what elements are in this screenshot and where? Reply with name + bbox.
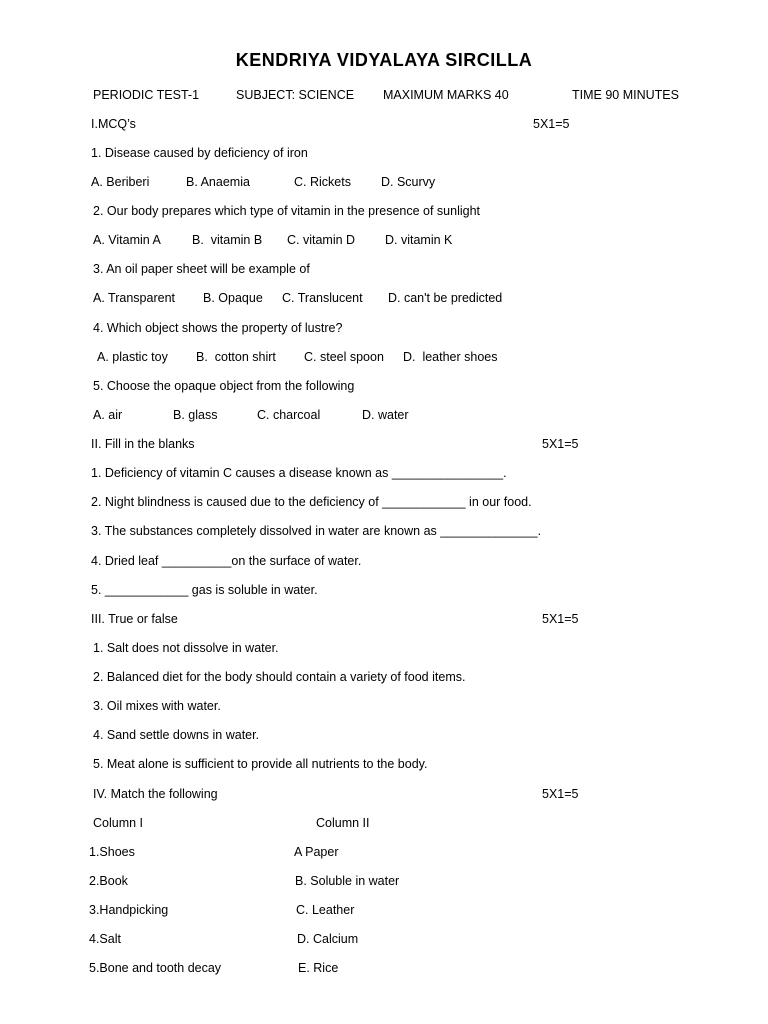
match-right-4: D. Calcium — [297, 932, 359, 946]
section-4-title: IV. Match the following — [93, 787, 218, 801]
mcq-2-option-b: B. vitamin B — [192, 233, 263, 247]
mcq-3-option-a: A. Transparent — [93, 291, 175, 305]
fill-blank-3: 3. The substances completely dissolved in water are known as ______________. — [91, 524, 542, 538]
section-3-marks: 5X1=5 — [542, 612, 579, 626]
mcq-5-option-c: C. charcoal — [257, 408, 321, 422]
mcq-3-option-b: B. Opaque — [203, 291, 263, 305]
match-left-5: 5.Bone and tooth decay — [89, 961, 222, 975]
match-left-3: 3.Handpicking — [89, 903, 169, 917]
mcq-5-option-a: A. air — [93, 408, 123, 422]
fill-blank-2: 2. Night blindness is caused due to the deficiency of ____________ in our food. — [91, 495, 532, 509]
mcq-4-option-b: B. cotton shirt — [196, 350, 276, 364]
mcq-2-option-d: D. vitamin K — [385, 233, 453, 247]
mcq-4-option-c: C. steel spoon — [304, 350, 384, 364]
mcq-5-question: 5. Choose the opaque object from the following — [93, 379, 355, 393]
school-name: KENDRIYA VIDYALAYA SIRCILLA — [235, 50, 533, 70]
true-false-4: 4. Sand settle downs in water. — [93, 728, 260, 742]
mcq-1-option-c: C. Rickets — [294, 175, 351, 189]
fill-blank-1: 1. Deficiency of vitamin C causes a disease known as ________________. — [91, 466, 507, 480]
section-2-title: II. Fill in the blanks — [91, 437, 195, 451]
match-left-2: 2.Book — [89, 874, 128, 888]
mcq-5-option-b: B. glass — [173, 408, 218, 422]
section-3-title: III. True or false — [91, 612, 178, 626]
mcq-2-option-a: A. Vitamin A — [93, 233, 161, 247]
true-false-5: 5. Meat alone is sufficient to provide all nutrients to the body. — [93, 757, 428, 771]
match-right-5: E. Rice — [298, 961, 339, 975]
subject: SUBJECT: SCIENCE — [236, 88, 355, 102]
fill-blank-5: 5. ____________ gas is soluble in water. — [91, 583, 318, 597]
match-left-4: 4.Salt — [89, 932, 121, 946]
mcq-3-option-c: C. Translucent — [282, 291, 363, 305]
mcq-1-question: 1. Disease caused by deficiency of iron — [91, 146, 308, 160]
max-marks: MAXIMUM MARKS 40 — [383, 88, 509, 102]
mcq-1-option-b: B. Anaemia — [186, 175, 250, 189]
match-right-3: C. Leather — [296, 903, 355, 917]
match-right-1: A Paper — [294, 845, 339, 859]
mcq-4-option-d: D. leather shoes — [403, 350, 498, 364]
match-left-1: 1.Shoes — [89, 845, 135, 859]
mcq-1-option-a: A. Beriberi — [91, 175, 150, 189]
mcq-2-option-c: C. vitamin D — [287, 233, 356, 247]
mcq-5-option-d: D. water — [362, 408, 409, 422]
test-name: PERIODIC TEST-1 — [93, 88, 200, 102]
section-4-marks: 5X1=5 — [542, 787, 579, 801]
true-false-2: 2. Balanced diet for the body should contain a variety of food items. — [93, 670, 466, 684]
section-1-title: I.MCQ’s — [91, 117, 136, 131]
column-1-header: Column I — [93, 816, 144, 830]
section-1-marks: 5X1=5 — [533, 117, 570, 131]
true-false-1: 1. Salt does not dissolve in water. — [93, 641, 279, 655]
mcq-2-question: 2. Our body prepares which type of vitamin in the presence of sunlight — [93, 204, 481, 218]
mcq-1-option-d: D. Scurvy — [381, 175, 436, 189]
true-false-3: 3. Oil mixes with water. — [93, 699, 221, 713]
mcq-4-option-a: A. plastic toy — [97, 350, 168, 364]
mcq-3-question: 3. An oil paper sheet will be example of — [93, 262, 310, 276]
mcq-3-option-d: D. can't be predicted — [388, 291, 503, 305]
match-right-2: B. Soluble in water — [295, 874, 400, 888]
column-2-header: Column II — [316, 816, 370, 830]
mcq-4-question: 4. Which object shows the property of lustre? — [93, 321, 343, 335]
section-2-marks: 5X1=5 — [542, 437, 579, 451]
fill-blank-4: 4. Dried leaf __________on the surface of water. — [91, 554, 362, 568]
time-allowed: TIME 90 MINUTES — [572, 88, 679, 102]
